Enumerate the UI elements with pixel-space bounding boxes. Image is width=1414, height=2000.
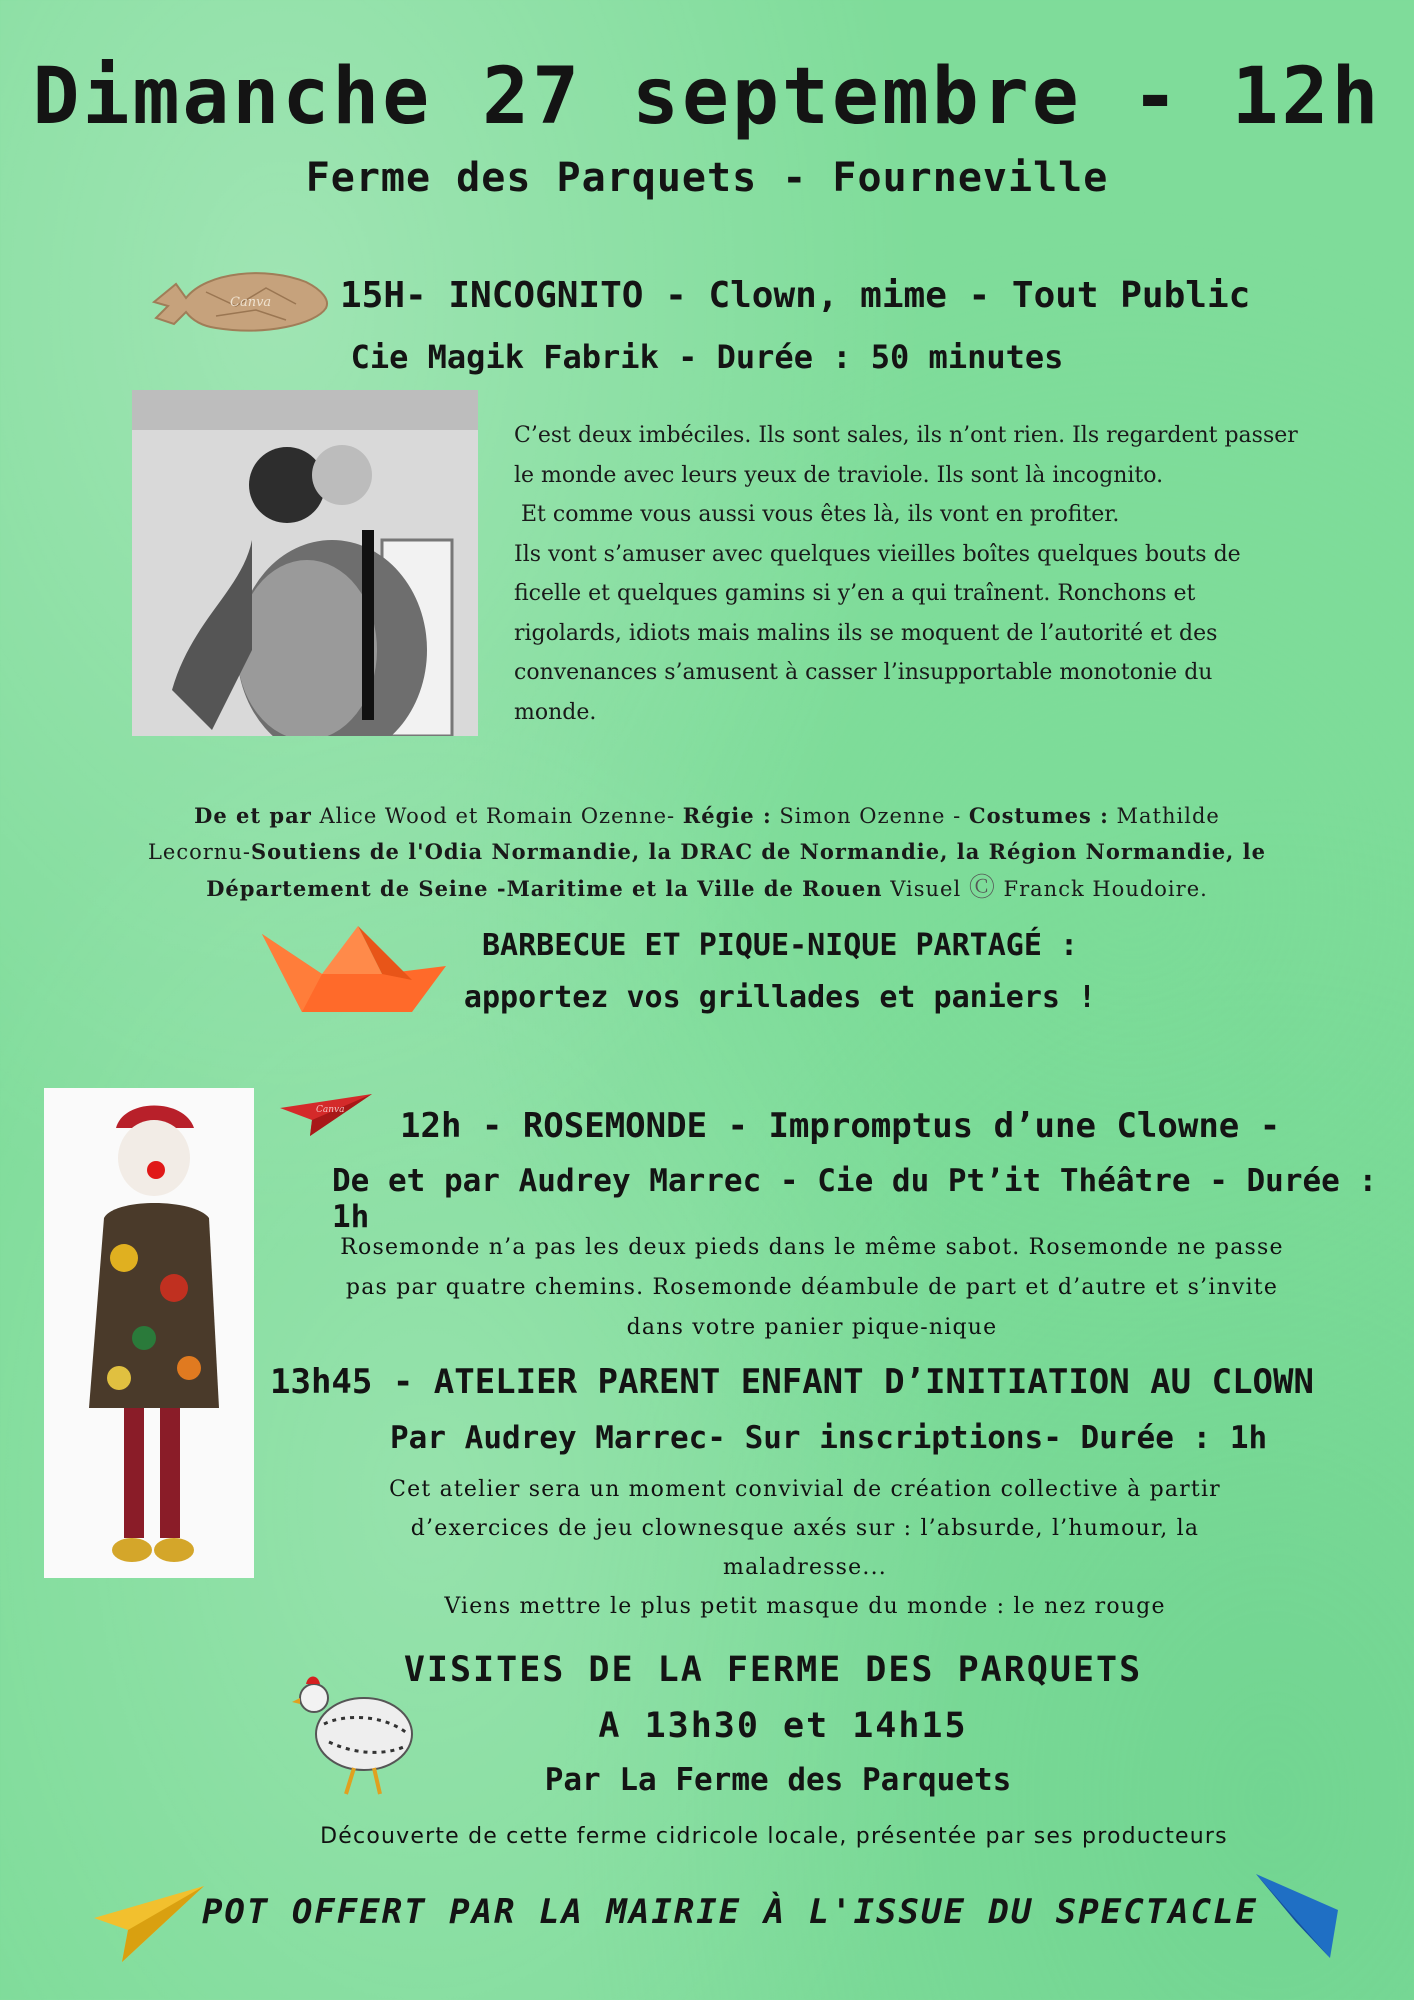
desc-line: Viens mettre le plus petit masque du monde : le nez rouge bbox=[444, 1594, 1166, 1619]
bbq-title: BARBECUE ET PIQUE-NIQUE PARTAGÉ : bbox=[481, 928, 1079, 963]
desc-line: monde. bbox=[514, 699, 597, 725]
credit-label: De et par bbox=[194, 803, 312, 828]
credits-line bbox=[60, 834, 1354, 870]
credits-line bbox=[60, 870, 1354, 907]
desc-line: Et comme vous aussi vous êtes là, ils vont en profiter. bbox=[514, 502, 1120, 527]
event-date-title: Dimanche 27 septembre - 12h bbox=[32, 52, 1382, 142]
desc-line: rigolards, idiots mais malins ils se moquent de l’autorité et des bbox=[514, 620, 1218, 646]
credit-label: Département de Seine -Maritime et la Ville de Rouen bbox=[206, 876, 883, 901]
desc-line: d’exercices de jeu clownesque axés sur : l’absurde, l’humour, la bbox=[410, 1516, 1200, 1541]
desc-line: pas par quatre chemins. Rosemonde déambule de part et d’autre et s’invite bbox=[345, 1275, 1279, 1300]
show1-title: 15H- INCOGNITO - Clown, mime - Tout Public bbox=[340, 275, 1251, 316]
clown-illustration bbox=[44, 1088, 254, 1578]
desc-line: C’est deux imbéciles. Ils sont sales, ils n’ont rien. Ils regardent passer bbox=[514, 423, 1298, 448]
copyright-icon: Ⓒ bbox=[968, 873, 996, 903]
desc-line: Cet atelier sera un moment convivial de création collective à partir bbox=[389, 1477, 1221, 1502]
blue-paper-plane-icon bbox=[1256, 1874, 1338, 1958]
crumpled-fish-icon bbox=[146, 262, 332, 338]
desc-line: ficelle et quelques gamins si y’en a qui traînent. Ronchons et bbox=[514, 581, 1196, 606]
event-location: Ferme des Parquets - Fourneville bbox=[305, 155, 1109, 201]
credit-text: Mathilde bbox=[1108, 804, 1220, 828]
show2-title: 12h - ROSEMONDE - Impromptus d’une Clowne - bbox=[400, 1106, 1281, 1146]
visits-host: Par La Ferme des Parquets bbox=[544, 1762, 1012, 1798]
show2-description bbox=[256, 1228, 1368, 1348]
red-paper-plane-icon bbox=[280, 1094, 372, 1136]
desc-line: Ils vont s’amuser avec quelques vieilles boîtes quelques bouts de bbox=[514, 541, 1241, 567]
clowns-illustration bbox=[132, 390, 478, 736]
desc-line: Rosemonde n’a pas les deux pieds dans le même sabot. Rosemonde ne passe bbox=[340, 1235, 1284, 1260]
credit-text: Simon Ozenne - bbox=[771, 804, 969, 828]
desc-line: maladresse... bbox=[723, 1555, 887, 1580]
visits-title: VISITES DE LA FERME DES PARQUETS bbox=[403, 1650, 1143, 1690]
visits-times: A 13h30 et 14h15 bbox=[598, 1706, 968, 1746]
rosemonde-clown-photo bbox=[44, 1088, 254, 1578]
credit-label: Costumes : bbox=[968, 803, 1109, 828]
credit-text: Alice Wood et Romain Ozenne- bbox=[311, 804, 683, 828]
credit-text: Lecornu- bbox=[147, 840, 251, 864]
credits-line bbox=[60, 762, 1354, 834]
bbq-subtitle: apportez vos grillades et paniers ! bbox=[463, 980, 1097, 1015]
credit-text: Visuel bbox=[882, 877, 969, 901]
workshop-title: 13h45 - ATELIER PARENT ENFANT D’INITIATION AU CLOWN bbox=[270, 1362, 1314, 1402]
show1-subtitle: Cie Magik Fabrik - Durée : 50 minutes bbox=[350, 338, 1064, 376]
incognito-clowns-photo bbox=[132, 390, 478, 736]
credit-label: Régie : bbox=[682, 803, 772, 828]
credit-label: Soutiens de l'Odia Normandie, la DRAC de Normandie, la Région Normandie, le bbox=[250, 839, 1267, 864]
workshop-subtitle: Par Audrey Marrec- Sur inscriptions- Durée : 1h bbox=[390, 1420, 1268, 1456]
fish-watermark: Canva bbox=[230, 295, 272, 310]
show1-description bbox=[514, 416, 1386, 732]
pot-announcement: POT OFFERT PAR LA MAIRIE À L'ISSUE DU SPECTACLE bbox=[201, 1892, 1259, 1932]
plane-watermark: Canva bbox=[316, 1105, 345, 1115]
show2-subtitle: De et par Audrey Marrec - Cie du Pt’it Théâtre - Durée : 1h bbox=[332, 1163, 1378, 1235]
desc-line: le monde avec leurs yeux de traviole. Ils sont là incognito. bbox=[514, 462, 1164, 488]
desc-line: dans votre panier pique-nique bbox=[626, 1315, 998, 1340]
desc-line: convenances s’amusent à casser l’insupportable monotonie du bbox=[514, 660, 1213, 685]
workshop-description bbox=[290, 1470, 1320, 1626]
credit-text: Franck Houdoire. bbox=[995, 877, 1208, 901]
visits-description: Découverte de cette ferme cidricole locale, présentée par ses producteurs bbox=[320, 1824, 1228, 1849]
show1-credits bbox=[60, 762, 1354, 907]
